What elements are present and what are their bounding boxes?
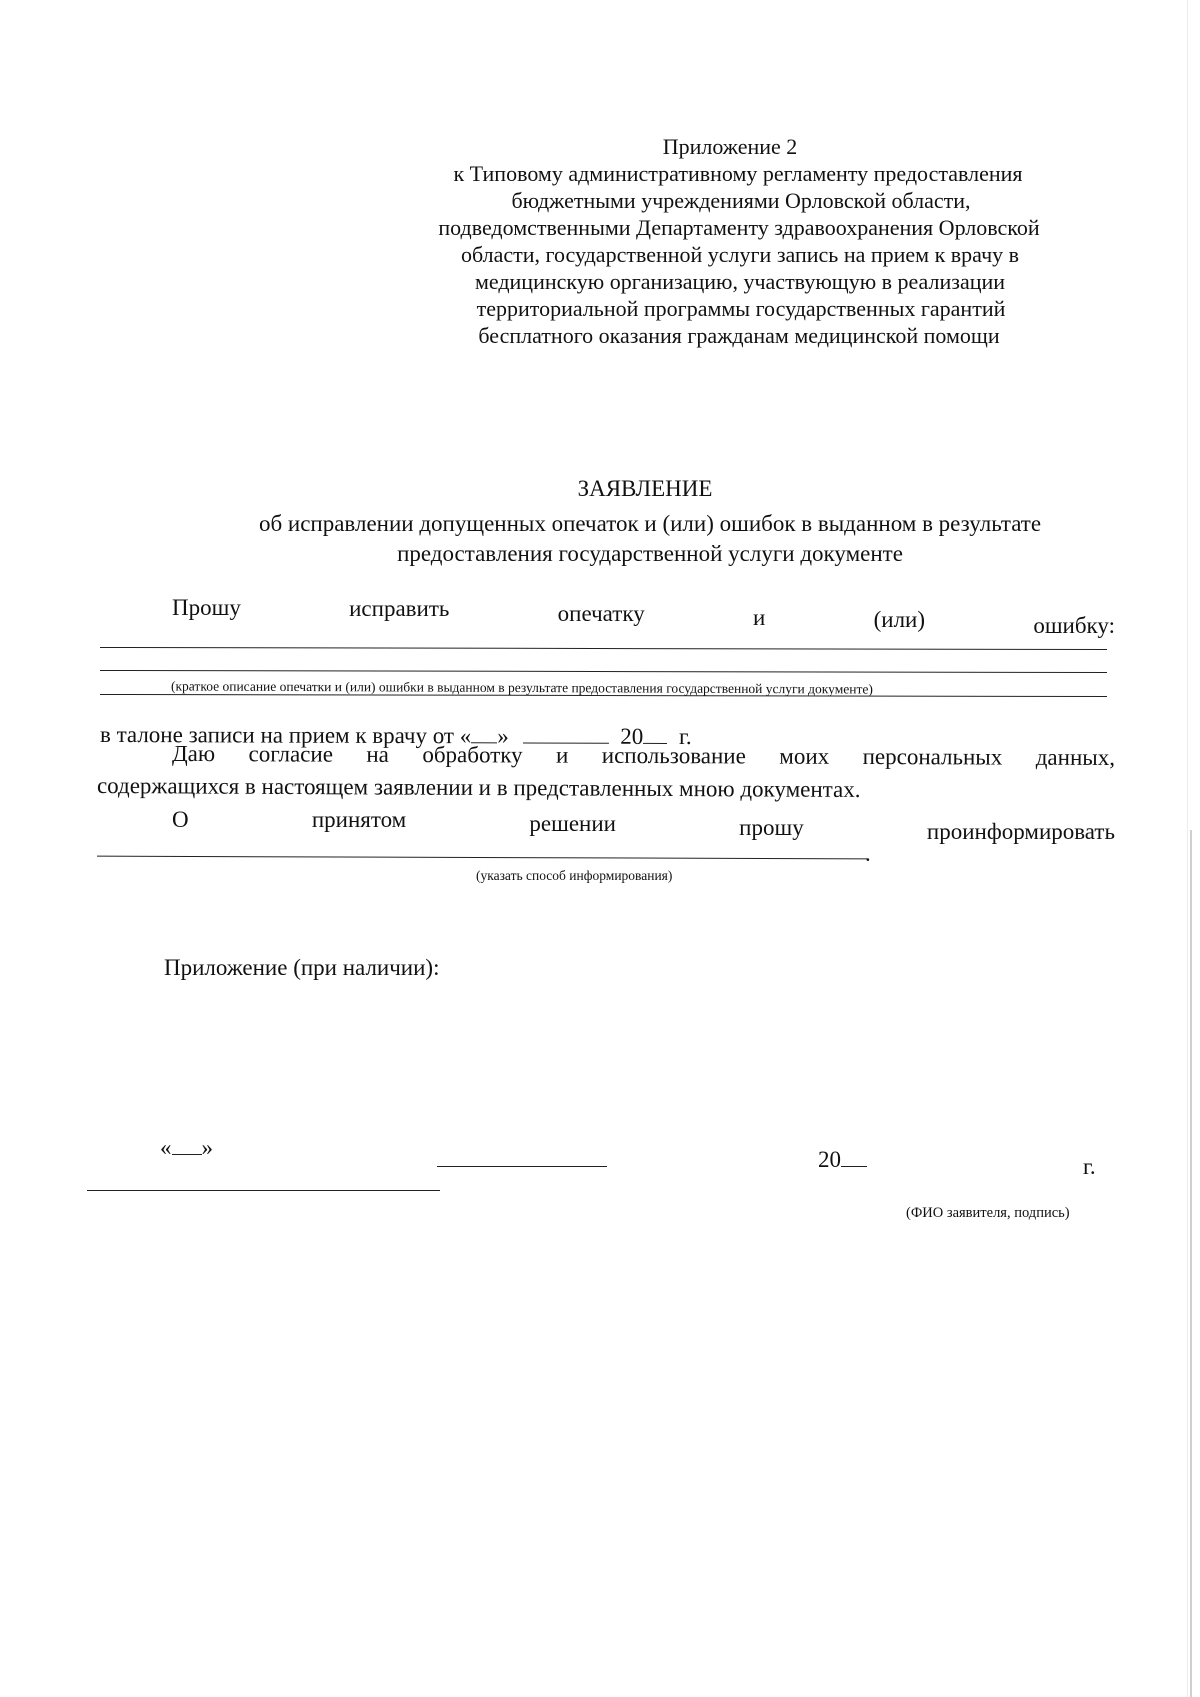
- signature-year: [818, 1146, 867, 1174]
- coupon-prefix: в талоне записи на прием к врачу от «: [99, 721, 472, 749]
- appendix-line-6: территориальной программы государственных гарантий: [476, 296, 1006, 321]
- request-word: Прошу: [172, 595, 241, 620]
- appendix-line-2: бюджетными учреждениями Орловской области,: [511, 188, 971, 213]
- signature-year-prefix: 20: [818, 1147, 841, 1172]
- document-subtitle: [180, 509, 1120, 569]
- request-word: (или): [873, 607, 926, 632]
- appendix-line-7: бесплатного оказания гражданам медицинской помощи: [478, 323, 1000, 348]
- inform-word: решении: [529, 811, 616, 836]
- consent-line-1: [172, 740, 1115, 772]
- scan-artifact-edge: [1190, 830, 1192, 1697]
- signature-close-quote: »: [201, 1135, 213, 1160]
- coupon-day-field[interactable]: [471, 722, 497, 743]
- consent-line-2: содержащихся в настоящем заявлении и в представленных мною документах.: [96, 773, 861, 802]
- coupon-year-prefix: 20: [620, 723, 644, 749]
- consent-word: персональных: [862, 743, 1003, 770]
- subtitle-line-1: об исправлении допущенных опечаток и (или) ошибок в выданном в результате: [258, 511, 1042, 536]
- signature-name-field[interactable]: [87, 1190, 440, 1191]
- signature-day: [160, 1134, 213, 1162]
- description-fill-line-3[interactable]: [100, 694, 1107, 697]
- signature-year-field[interactable]: [841, 1146, 867, 1167]
- inform-word: прошу: [739, 815, 804, 840]
- description-fill-line-1[interactable]: [100, 647, 1107, 650]
- consent-word: и: [555, 742, 569, 768]
- consent-word: на: [366, 741, 389, 767]
- signature-day-field[interactable]: [172, 1134, 202, 1155]
- inform-sentence: [172, 806, 1115, 846]
- appendix-line-5: медицинскую организацию, участвующую в реализации: [474, 269, 1006, 294]
- consent-word: обработку: [422, 742, 523, 768]
- signature-month-field[interactable]: [437, 1166, 607, 1167]
- description-caption: (краткое описание опечатки и (или) ошибки в выданном в результате предоставления государственной услуги документе): [170, 678, 873, 697]
- appendix-line-3: подведомственными Департаменту здравоохранения Орловской: [438, 215, 1040, 240]
- attachment-label: Приложение (при наличии):: [164, 955, 440, 980]
- appendix-line-4: области, государственной услуги запись на прием к врачу в: [460, 242, 1020, 267]
- inform-method-fill-line[interactable]: [97, 856, 867, 860]
- signature-open-quote: «: [160, 1135, 172, 1160]
- appendix-header: [395, 133, 1095, 349]
- signature-year-suffix: г.: [1083, 1154, 1096, 1179]
- inform-word: принятом: [311, 807, 407, 832]
- inform-period: .: [865, 841, 871, 866]
- coupon-year-field[interactable]: [643, 723, 667, 744]
- description-fill-line-2[interactable]: [100, 670, 1107, 673]
- request-word: ошибку:: [1033, 613, 1115, 638]
- consent-word: моих: [779, 743, 830, 769]
- request-word: и: [753, 605, 766, 630]
- inform-word: О: [172, 807, 189, 832]
- signature-caption: (ФИО заявителя, подпись): [906, 1205, 1070, 1221]
- inform-word: проинформировать: [926, 819, 1115, 844]
- consent-word: данных,: [1035, 744, 1116, 771]
- consent-word: использование: [601, 742, 746, 769]
- coupon-year-suffix: г.: [678, 723, 692, 750]
- request-sentence: [172, 594, 1115, 640]
- appendix-line-1: к Типовому административному регламенту предоставления: [453, 161, 1023, 186]
- subtitle-line-2: предоставления государственной услуги документе: [397, 541, 903, 566]
- coupon-close-quote: »: [497, 723, 509, 749]
- request-word: исправить: [349, 596, 450, 621]
- consent-word: Даю: [171, 740, 216, 767]
- inform-caption: (указать способ информирования): [476, 868, 673, 883]
- request-word: опечатку: [557, 601, 645, 626]
- appendix-number: Приложение 2: [662, 134, 798, 159]
- scan-artifact-line: [1187, 0, 1188, 1697]
- document-title: ЗАЯВЛЕНИЕ: [577, 476, 713, 501]
- consent-word: согласие: [248, 741, 333, 767]
